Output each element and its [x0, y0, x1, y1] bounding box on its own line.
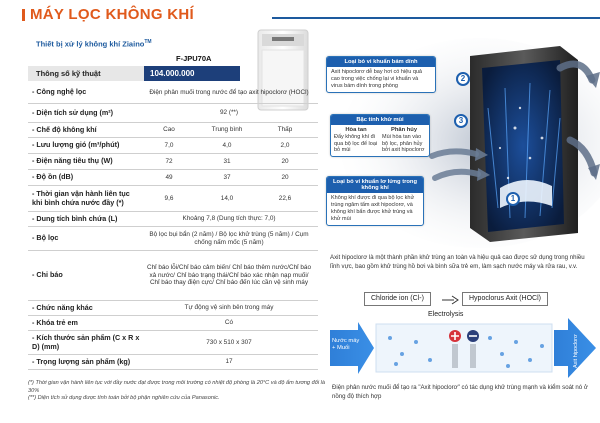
spec-name: - Diện tích sử dụng (m²) [32, 107, 114, 117]
spec-header [28, 66, 240, 81]
electrode-right [470, 344, 476, 368]
trademark-mark: TM [144, 39, 152, 45]
electrolysis-flow [330, 316, 596, 380]
spec-value: Khoảng 7,8 (Dung tích thực: 7,0) [182, 215, 276, 223]
spec-cell: 37 [223, 173, 231, 181]
dissolve-column [334, 127, 378, 154]
table-row [28, 316, 318, 331]
chloride-ion-label: Chloride ion (Cl-) [364, 292, 431, 306]
col-medium: Trung bình [211, 126, 243, 134]
table-row [28, 251, 318, 301]
spec-name: - Chế độ không khí [32, 124, 97, 134]
title-accent-bar [22, 9, 25, 21]
spec-name: - Kích thước sản phẩm (C x R x D) (mm) [32, 333, 140, 351]
spec-value: 17 [225, 358, 233, 366]
title-bar [0, 0, 270, 28]
table-row [28, 104, 318, 123]
spec-name: - Chỉ báo [32, 270, 63, 280]
table-row [28, 82, 318, 104]
conversion-arrow-icon [440, 294, 460, 306]
spec-label: Thông số kỹ thuật [36, 69, 101, 78]
dissolve-body: Đẩy không khí đi qua bộ lọc để loại bỏ mùi [334, 133, 378, 154]
hypochlorous-intro: Axit hipoclorơ là một thành phần khử trùng an toàn và hiệu quả cao được sử dụng trong nhiều lĩnh vực, bao gồm khử trùng hồ bơi và bình sữa trẻ em, làm sạch nước máy và rửa rau, v.v. [330, 254, 585, 270]
table-row [28, 301, 318, 316]
spec-cell: 20 [281, 173, 289, 181]
callout-adhesive-bacteria [326, 56, 436, 93]
spec-value: 730 x 510 x 307 [206, 338, 252, 346]
electrolysis-chamber [376, 324, 552, 372]
electrolysis-description: Điện phân nước muối để tạo ra "Axit hipoclorơ" có tác dụng khử trùng mạnh và kiểm soát nó ở nồng độ thích hợp [332, 384, 588, 400]
hypochlorous-acid-label: Hypoclorus Axit (HOCl) [462, 292, 548, 306]
spec-cell: 2,0 [280, 141, 290, 149]
spec-name: - Chức năng khác [32, 302, 93, 312]
table-row [28, 227, 318, 251]
table-row [28, 331, 318, 355]
table-row [28, 186, 318, 212]
spec-name: - Độ ồn (dB) [32, 172, 74, 182]
spec-cell: 4,0 [222, 141, 232, 149]
decompose-column [382, 127, 426, 154]
table-row [28, 355, 318, 370]
footnote-2: (**) Diện tích sử dụng được tính toán bởi bộ phận nghiên cứu của Panasonic. [28, 395, 220, 402]
subtitle-text: Thiết bị xử lý không khí Ziaino [36, 39, 145, 49]
spec-name: - Công nghệ lọc [32, 87, 87, 97]
callout-airborne-bacteria [326, 176, 424, 226]
spec-name: - Trọng lượng sản phẩm (kg) [32, 356, 131, 366]
model-number: F-JPU70A [176, 54, 212, 63]
footnotes [28, 380, 328, 403]
spec-cell: 49 [165, 173, 173, 181]
product-subtitle [36, 39, 152, 49]
spec-name: - Bộ lọc [32, 233, 59, 243]
spec-name: - Thời gian vận hành liên tục khi bình chứa nước đầy (*) [32, 189, 130, 207]
spec-value: Tự động vệ sinh bên trong máy [184, 304, 274, 312]
spec-value: Điện phân muối trong nước để tạo axit hipoclorơ (HOCl) [149, 88, 309, 96]
spec-name: - Dung tích bình chứa (L) [32, 213, 118, 223]
callout-title: Loại bỏ vi khuẩn lơ lửng trong không khí [327, 177, 423, 193]
spec-cell: 72 [165, 157, 173, 165]
decompose-body: Mùi hòa tan vào bộ lọc, phân hủy bởi axit hipoclorơ [382, 133, 425, 154]
spec-name: - Khóa trẻ em [32, 317, 78, 327]
spec-value: 92 (**) [219, 109, 239, 117]
spec-value: Chỉ báo lỗi/Chỉ báo cảm biến/ Chỉ báo thêm nước/Chỉ báo xả nước/ Chỉ báo trạng thái/Chỉ báo xác nhận nạp muối/ Chỉ báo thay điện cực/ Chỉ báo đến lúc cần vệ sinh máy [146, 263, 312, 287]
spec-cell: 22,6 [278, 194, 292, 202]
callout-body: Axit hipoclorơ dễ bay hơi có hiệu quả cao trong việc chống lại vi khuẩn và virus bám dính trong phòng [331, 69, 422, 89]
callout-title: Loại bỏ vi khuẩn bám dính [327, 57, 435, 67]
spec-cell: 31 [223, 157, 231, 165]
input-label: Nước máy + Muối [332, 338, 360, 351]
spec-table [28, 82, 318, 370]
table-row [28, 170, 318, 186]
step-number-2: 2 [456, 72, 470, 86]
spec-cell: 7,0 [164, 141, 174, 149]
spec-cell: 20 [281, 157, 289, 165]
callout-title: Bặc tính khử mùi [331, 115, 429, 125]
spec-cell: 9,6 [164, 194, 174, 202]
electrolysis-label: Electrolysis [428, 311, 464, 318]
table-row [28, 154, 318, 170]
table-row [28, 138, 318, 154]
callout-deodorizing [330, 114, 430, 157]
decompose-title: Phân hủy [390, 127, 418, 133]
step-number-1: 1 [506, 192, 520, 206]
purifier-diagram [320, 28, 600, 248]
table-row [28, 212, 318, 227]
footnote-1: (*) Thời gian vận hành liên tục với đầy nước đạt được trong môi trường có nhiệt độ phòng là 20°C và độ ẩm tương đối là 30% [28, 380, 325, 394]
col-high: Cao [163, 126, 175, 134]
header-divider [272, 17, 600, 19]
step-number-3: 3 [454, 114, 468, 128]
dissolve-title: Hòa tan [345, 127, 367, 133]
page-title: MÁY LỌC KHÔNG KHÍ [30, 6, 194, 23]
callout-body: Không khí được đi qua bộ lọc khử trùng ngâm tẩm axit hipoclorơ, và không khí bẩn được khử trùng và khử mùi [331, 195, 415, 222]
spec-value: Bộ lọc bụi bẩn (2 năm) / Bộ lọc khử trùng (5 năm) / Cụm chống nấm mốc (5 năm) [149, 230, 309, 246]
spec-name: - Lưu lượng gió (m³/phút) [32, 140, 120, 150]
spec-value: Có [224, 319, 234, 327]
spec-name: - Điện năng tiêu thụ (W) [32, 156, 113, 166]
spec-cell: 14,0 [220, 194, 234, 202]
col-low: Thấp [277, 126, 293, 134]
electrode-left [452, 344, 458, 368]
price-badge: 104.000.000 [144, 66, 240, 81]
table-row [28, 123, 318, 138]
output-label: Axit hipoclorơ [573, 334, 579, 368]
